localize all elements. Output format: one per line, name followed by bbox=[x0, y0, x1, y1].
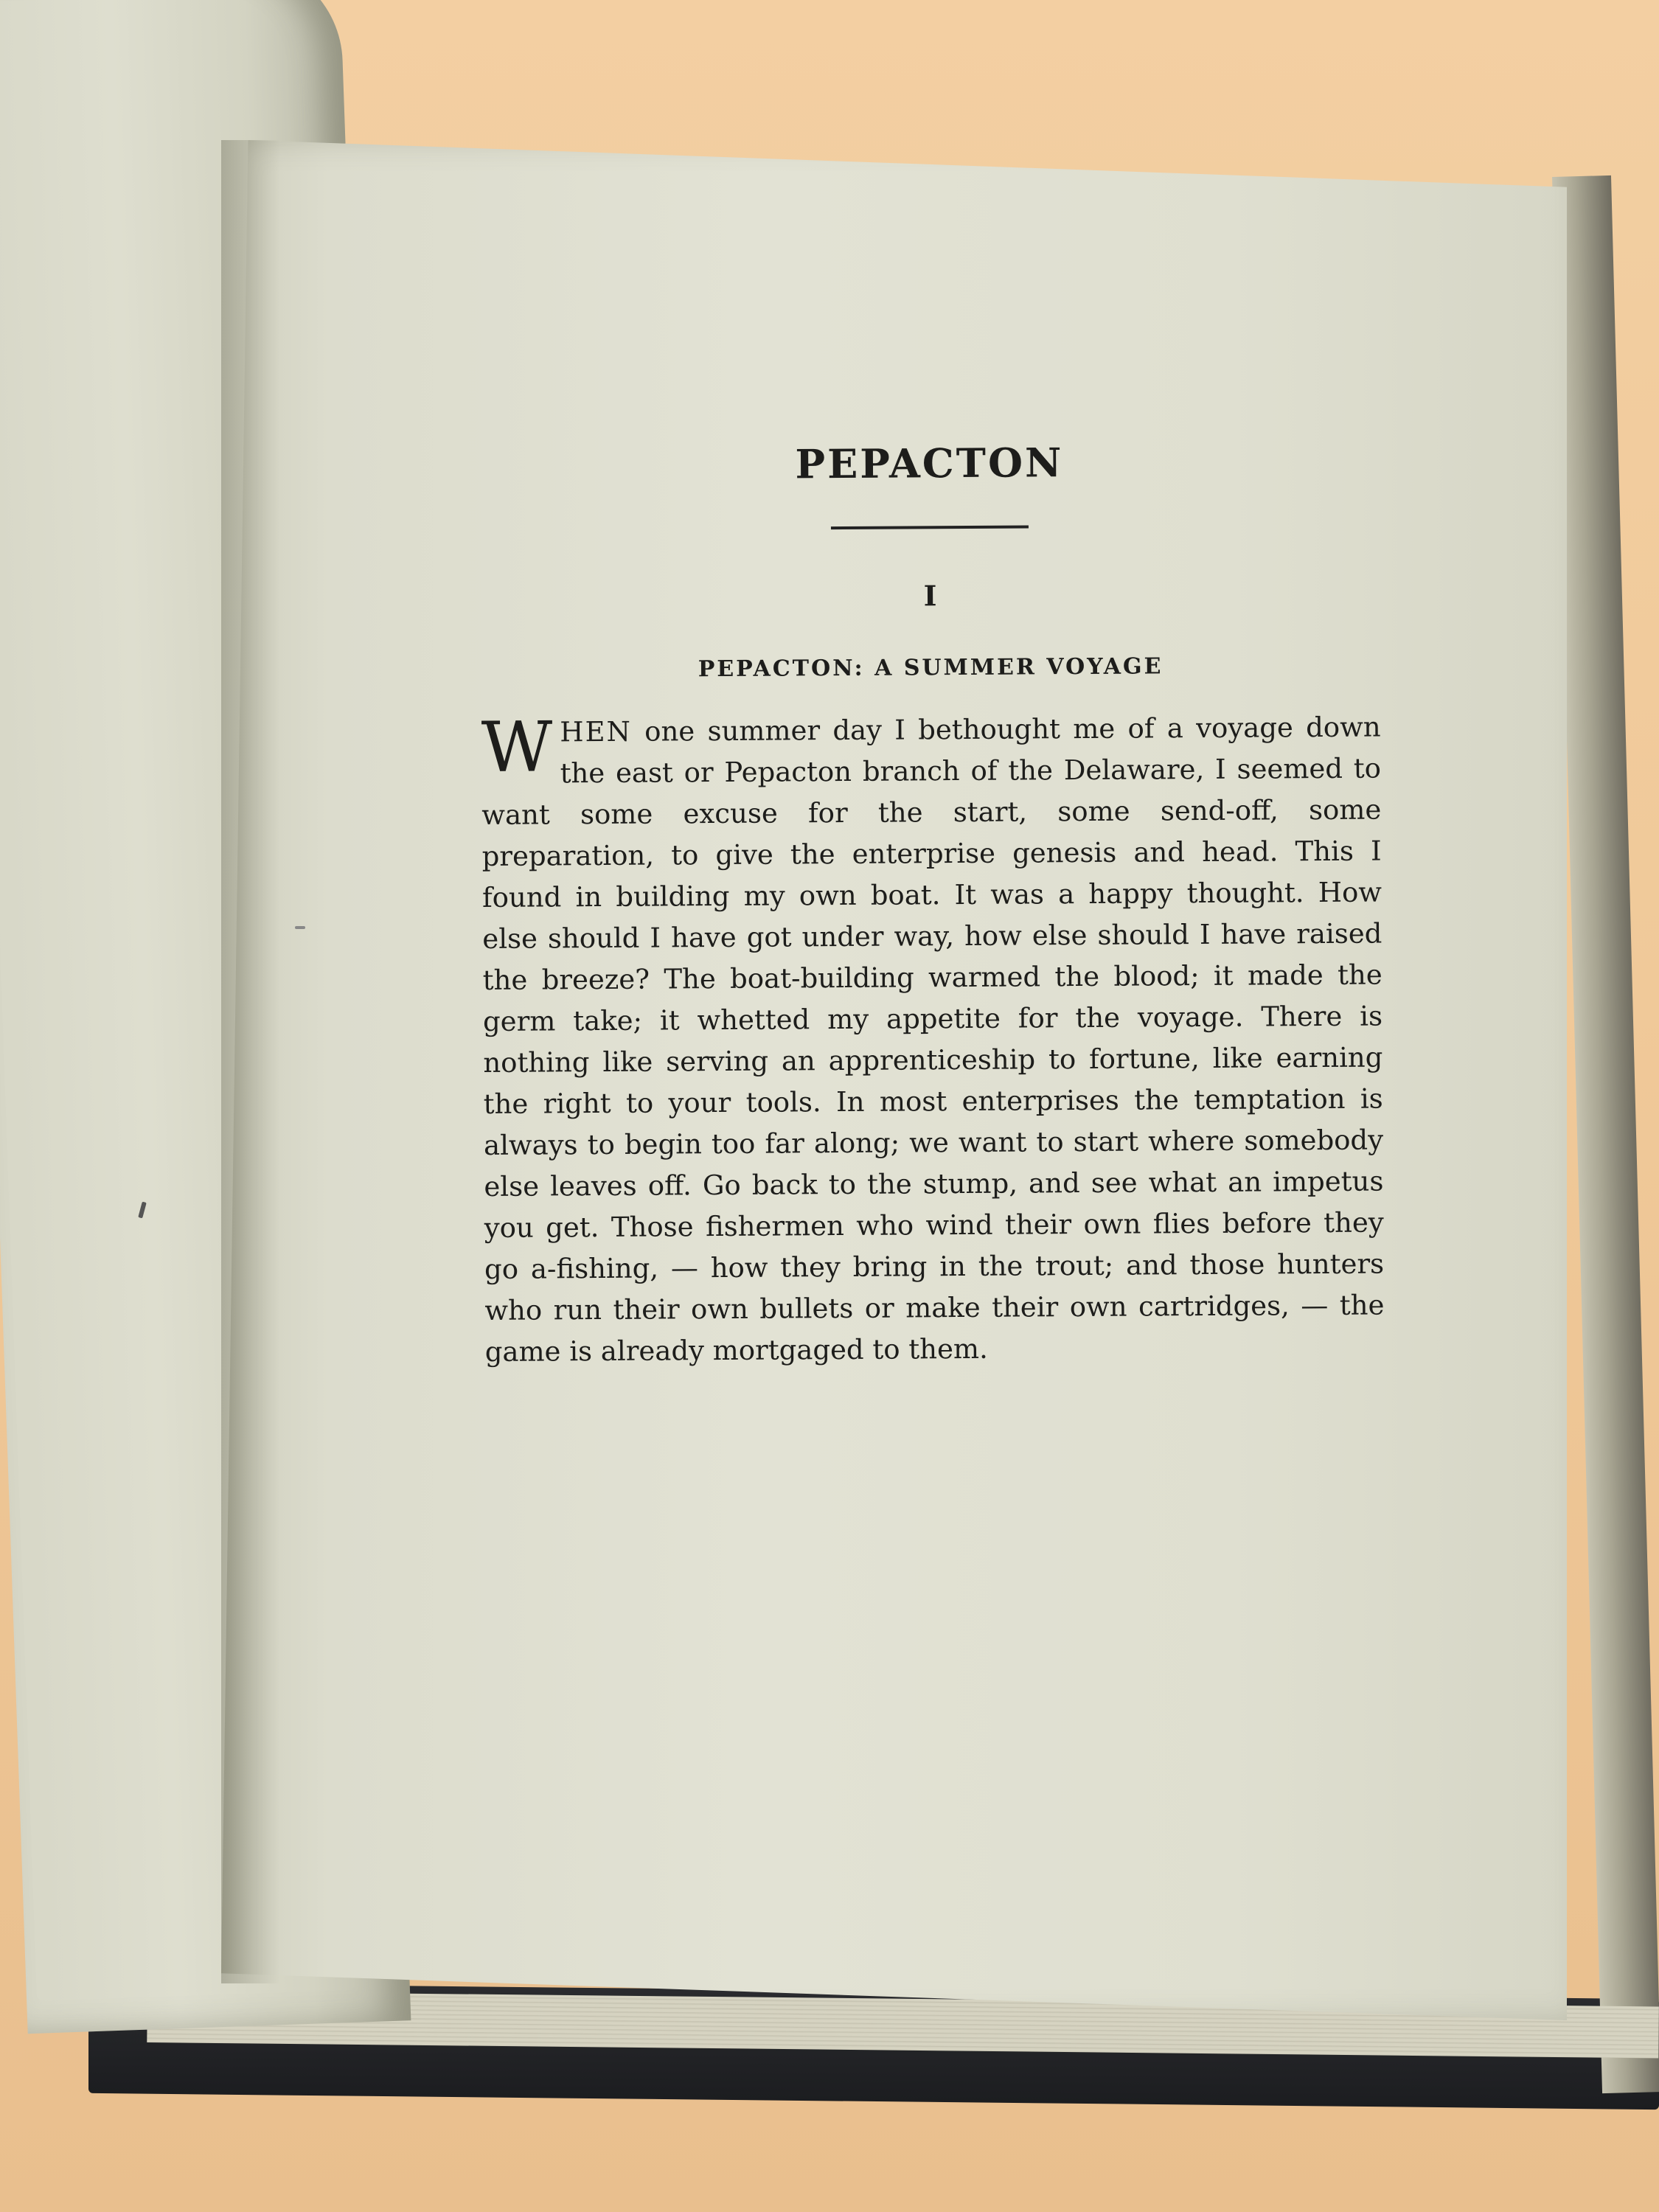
title-rule bbox=[831, 525, 1029, 529]
gutter-shadow bbox=[221, 140, 280, 1983]
book-fore-edge bbox=[1552, 175, 1659, 2093]
chapter-numeral: I bbox=[923, 579, 937, 613]
body-paragraph bbox=[481, 707, 1384, 1373]
first-word-rest: HEN bbox=[560, 716, 633, 748]
paragraph-text: one summer day I bethought me of a voyage down the east or Pepacton branch of the Delaware, I seemed to want some excuse for the start, some send-off, some preparation, to give the enterprise genesis and head. This I found in building my own boat. It was a happy thought. How else should I have got under way, how else should I have raised the breeze? The boat-building warmed the blood; it made the germ take; it whetted my appetite for the voyage. There is nothing like serving an apprenticeship to fortune, like earning the right to your tools. In most enterprises the temptation is always to begin too far along; we want to start where somebody else leaves off. Go back to the stump, and see what an impetus you get. Those fishermen who wind their own flies before they go a-fishing, — how they bring in the trout; and those hunters who run their own bullets or make their own cartridges, — the game is already mortgaged to them. bbox=[481, 711, 1385, 1368]
page-title: PEPACTON bbox=[795, 439, 1064, 488]
page-text-block bbox=[479, 408, 1385, 1401]
page-speck bbox=[295, 926, 305, 929]
drop-cap: W bbox=[481, 707, 553, 789]
chapter-heading: PEPACTON: A SUMMER VOYAGE bbox=[698, 653, 1164, 683]
